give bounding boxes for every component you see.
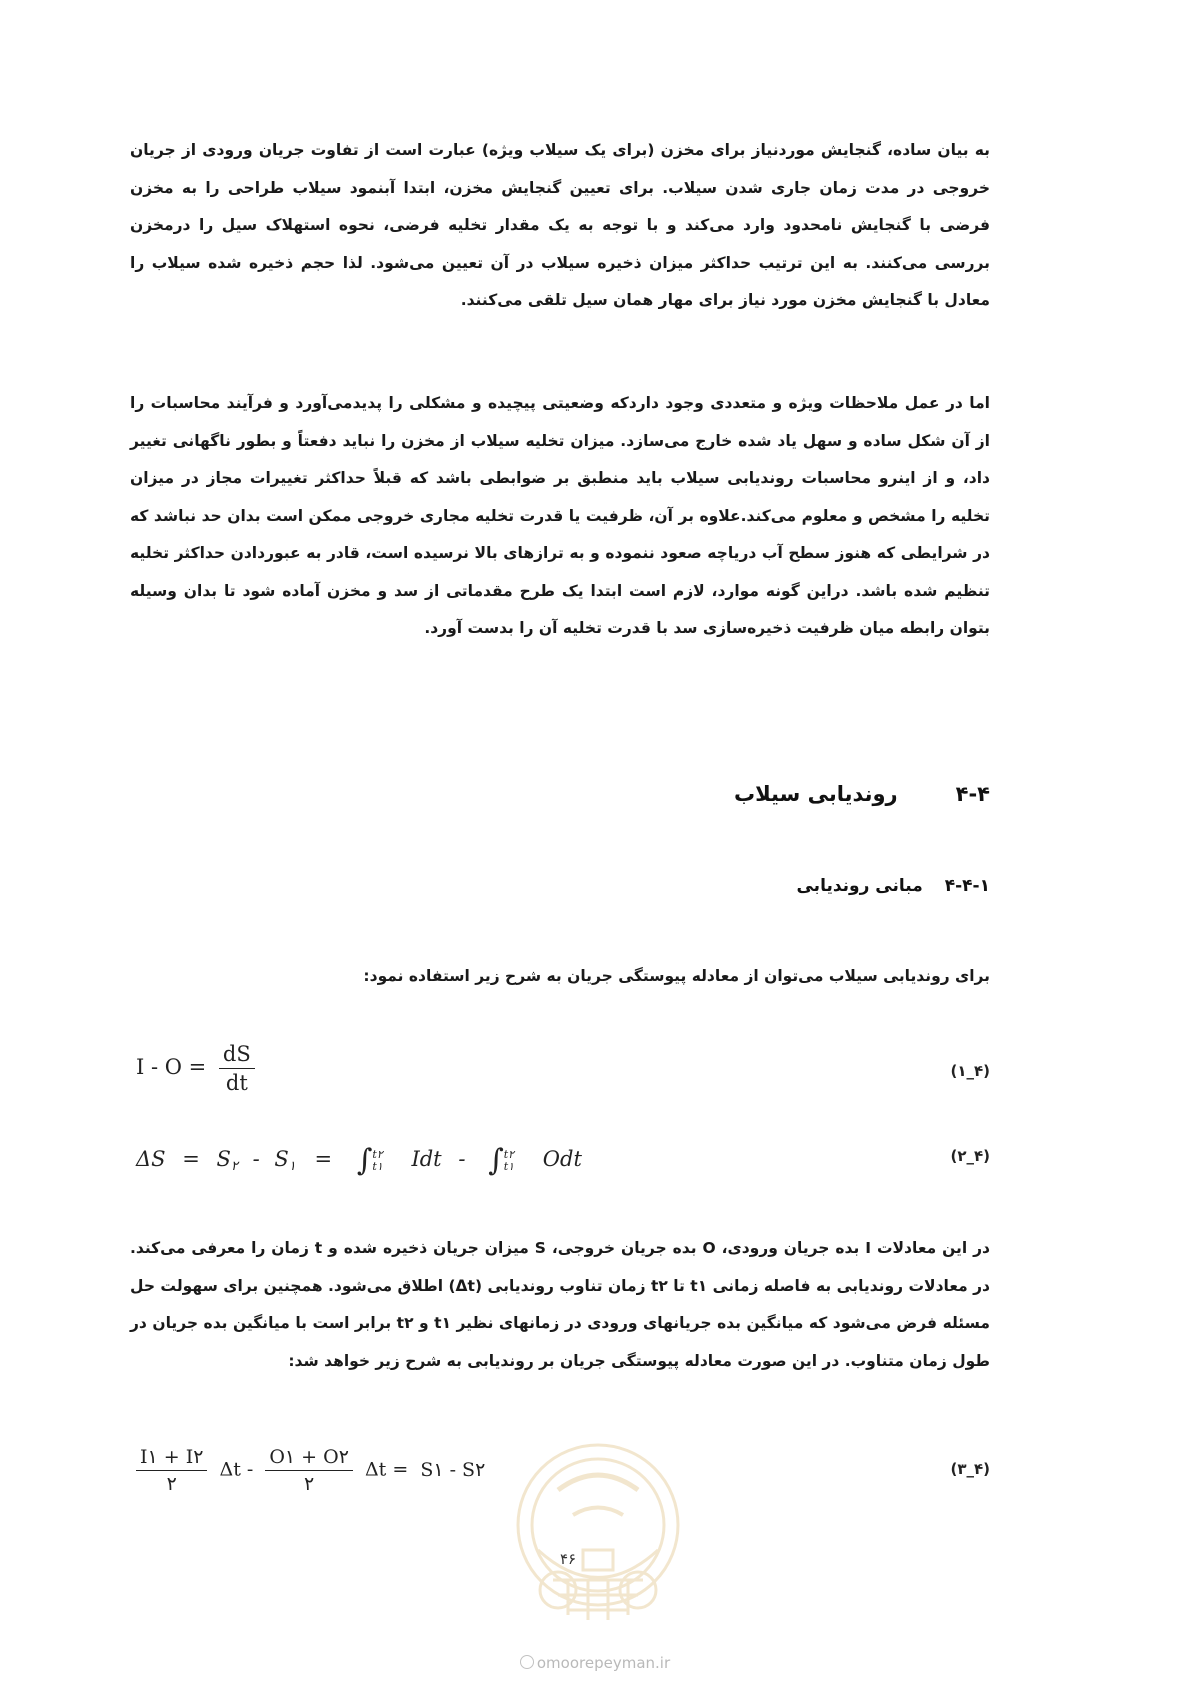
storage-symbol: S: [216, 1147, 231, 1171]
equation-3: [136, 1446, 485, 1495]
paragraph-reservoir-capacity: به بیان ساده، گنجایش موردنیاز برای مخزن (برای یک سیلاب ویژه) عبارت است از تفاوت جریان ورودی از جریان خروجی در مدت زمان جاری شدن سیلاب. برای تعیین گنجایش مخزن، ابتدا آبنمود سیلاب طراحی را به مخزن فرضی با گنجایش نامحدود وارد می‌کند و با توجه به یک مقدار تخلیه فرضی، نحوه استهلاک سیل را درمخزن بررسی می‌کنند. به این ترتیب حداکثر میزان ذخیره سیلاب در آن تعیین می‌شود. لذا حجم ذخیره شده سیلاب را معادل با گنجایش مخزن مورد نیاز برای مهار همان سیل تلقی می‌کنند.: [130, 141, 990, 309]
integral-icon: ∫: [488, 1143, 504, 1178]
equals-sign: =: [314, 1147, 333, 1171]
subsection-heading-routing-basics: [796, 876, 990, 896]
fraction-numerator: I۱ + I۲: [136, 1446, 207, 1471]
lower-limit: t۱: [503, 1159, 515, 1173]
equation-1-fraction: [219, 1042, 255, 1095]
fraction-numerator: dS: [219, 1042, 255, 1069]
integral-icon: ∫: [356, 1143, 373, 1178]
fraction-denominator: dt: [225, 1071, 248, 1095]
outflow-average-fraction: [265, 1446, 353, 1495]
paragraph-practical-considerations: اما در عمل ملاحظات ویژه و متعددی وجود داردکه وضعیتی پیچیده و مشکلی را پدیدمی‌آورد و فرآیند محاسبات را از آن شکل ساده و سهل یاد شده خارج می‌سازد. میزان تخلیه سیلاب از مخزن را نباید دفعتاً و بطور ناگهانی تغییر داد، و از اینرو محاسبات روندیابی سیلاب باید منطبق بر ضوابطی باشد که قبلاً حداکثر تغییرات مجاز در میزان تخلیه را مشخص و معلوم می‌کند.علاوه بر آن، ظرفیت یا قدرت تخلیه مجاری خروجی ممکن است بدان حد نباشد که در شرایطی که هنوز سطح آب دریاچه صعود ننموده و به ترازهای بالا نرسیده است، قادر به عبوردادن حداکثر تخلیه تنظیم شده باشد. دراین گونه موارد، لازم است ابتدا یک طرح مقدماتی از سد و مخزن آماده شود تا بدان وسیله بتوان رابطه میان ظرفیت ذخیره‌سازی سد با قدرت تخلیه آن را بدست آورد.: [130, 394, 990, 637]
upper-limit: t۲: [503, 1147, 515, 1161]
inflow-term: Idt: [411, 1147, 442, 1171]
paragraph-continuity-intro: برای روندیابی سیلاب می‌توان از معادله پیوستگی جریان به شرح زیر استفاده نمود:: [363, 967, 990, 985]
subscript: ۲: [230, 1159, 238, 1174]
equation-2: [136, 1143, 582, 1178]
storage-symbol: S: [274, 1147, 289, 1171]
globe-icon: [520, 1655, 534, 1669]
equals-sign: =: [182, 1147, 200, 1171]
equation-1-lhs: I - O =: [136, 1055, 207, 1079]
equation-3-label: (۴_۳): [950, 1460, 990, 1478]
omoorepeyman-seal-logo-icon: [498, 1430, 698, 1650]
section-title: روندیابی سیلاب: [733, 782, 898, 806]
footer-site: omoorepeyman.ir: [536, 1654, 671, 1672]
upper-limit: t۲: [372, 1147, 383, 1161]
paragraph-variable-definitions: در این معادلات I بده جریان ورودی، O بده جریان خروجی، S میزان جریان ذخیره شده و t زمان را معرفی می‌کند. در معادلات روندیابی به فاصله زمانی t۱ تا t۲ زمان تناوب روندیابی (Δt) اطلاق می‌شود. همچنین برای سهولت حل مسئله فرض می‌شود که میانگین بده جریانهای ورودی در زمانهای نظیر t۱ و t۲ برابر است با میانگین بده جریان در طول زمان متناوب. در این صورت معادله پیوستگی جریان بر روندیابی به شرح زیر خواهد شد:: [130, 1239, 991, 1370]
equation-1-label: (۴_۱): [950, 1062, 990, 1080]
time-interval-term: Δt =: [364, 1458, 409, 1481]
equation-2-label: (۴_۲): [950, 1147, 990, 1165]
subsection-number: ۴-۴-۱: [944, 876, 990, 896]
fraction-numerator: O۱ + O۲: [265, 1446, 353, 1471]
page-number: ۴۶: [559, 1550, 577, 1568]
subscript: ۱: [288, 1159, 296, 1174]
equation-1: [136, 1042, 261, 1095]
footer-watermark: [0, 1654, 1190, 1672]
integral-limits: [372, 1149, 382, 1173]
equation-2-lhs: ΔS: [136, 1147, 166, 1171]
fraction-denominator: ۲: [304, 1473, 315, 1495]
lower-limit: t۱: [372, 1159, 383, 1173]
section-heading-flood-routing: [734, 782, 990, 806]
section-number: ۴-۴: [955, 782, 990, 806]
subsection-title: مبانی روندیابی: [796, 876, 923, 896]
minus-sign: -: [458, 1147, 466, 1171]
minus-sign: -: [252, 1147, 260, 1171]
inflow-average-fraction: [136, 1446, 207, 1495]
time-interval-term: Δt -: [219, 1458, 254, 1481]
outflow-term: Odt: [542, 1147, 582, 1171]
storage-difference: S۱ - S۲: [420, 1458, 486, 1481]
integral-limits: [504, 1149, 514, 1173]
fraction-denominator: ۲: [166, 1473, 177, 1495]
